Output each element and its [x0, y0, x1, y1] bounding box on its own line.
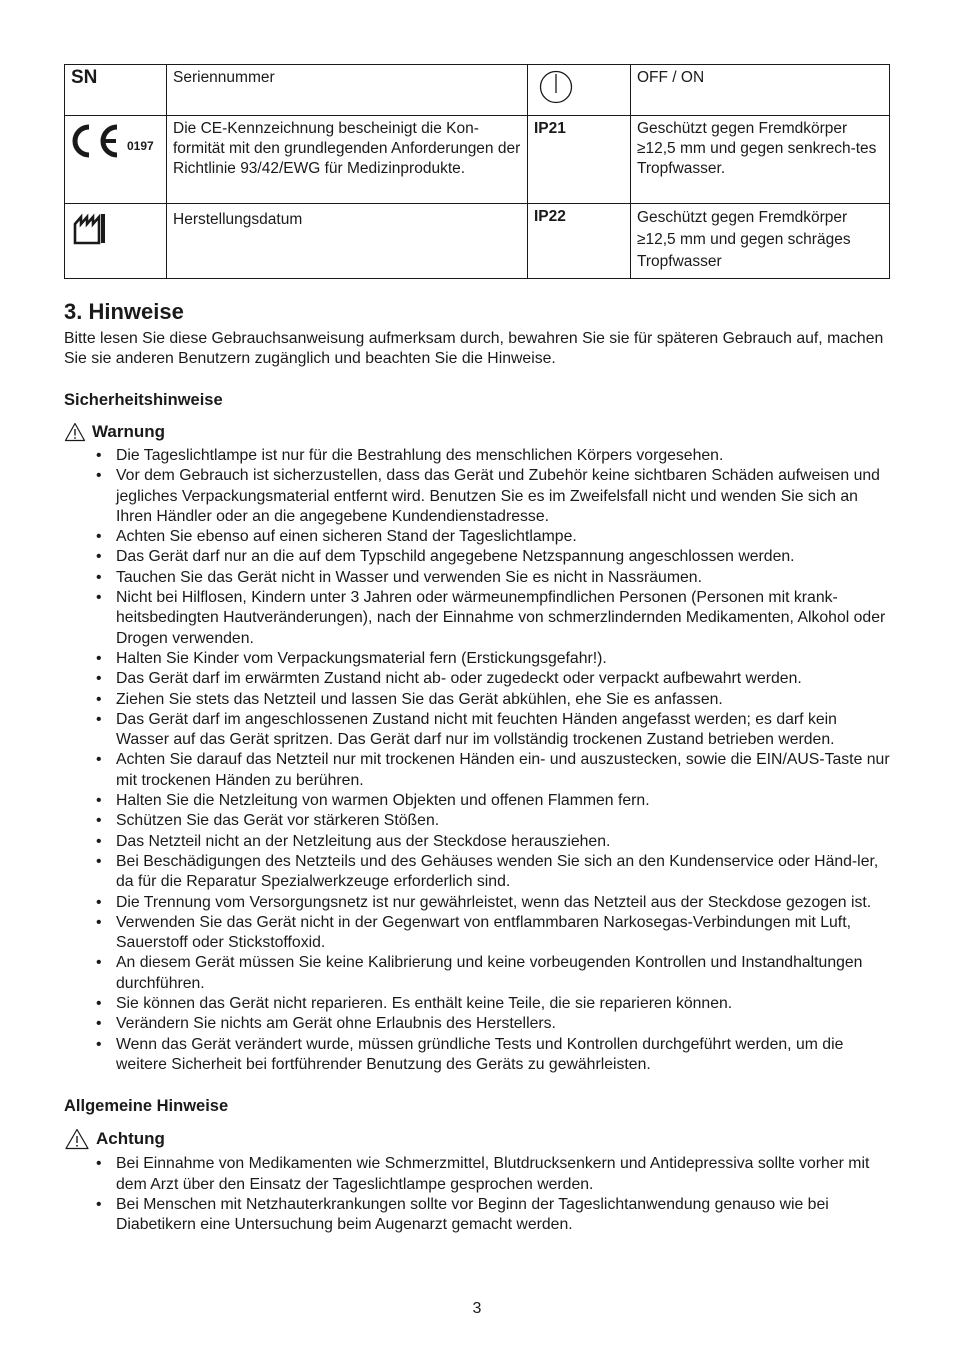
- ce-notified-body-number: 0197: [127, 139, 154, 153]
- list-item: • Das Netzteil nicht an der Netzleitung aus der Steckdose herausziehen.: [116, 832, 890, 852]
- symbol-row: [65, 116, 890, 204]
- symbol-cell: [528, 65, 631, 116]
- list-item: • Verwenden Sie das Gerät nicht in der Gegenwart von entflammbaren Narkosegas-Verbindungen mit Luft, Sauerstoff oder Stickstoffoxid.: [116, 913, 890, 954]
- list-item: • Das Gerät darf im angeschlossenen Zustand nicht mit feuchten Händen angefasst werden; es darf kein Wasser auf das Gerät spritzen. Das Gerät darf nur im vollständig trockenen Zustand betrieben werden.: [116, 710, 890, 751]
- symbol-description: OFF / ON: [631, 65, 890, 116]
- general-heading: Allgemeine Hinweise: [64, 1097, 229, 1116]
- section-intro: Bitte lesen Sie diese Gebrauchsanweisung aufmerksam durch, bewahren Sie sie für späteren Gebrauch auf, machen Sie sie anderen Benutzern zugänglich und beachten Sie die Hinweise.: [64, 330, 884, 367]
- list-item: • Nicht bei Hilflosen, Kindern unter 3 Jahren oder wärmeunempfindlichen Personen (Personen mit krank-heitsbedingten Hautveränderungen), nach der Einnahme von schmerzlindernden Medikamenten, Alkohol oder Drogen verwenden.: [116, 588, 890, 649]
- warning-header: [64, 422, 890, 442]
- list-item: • Das Gerät darf nur an die auf dem Typschild angegebene Netzspannung angeschlossen werden.: [116, 547, 890, 567]
- caution-header: [64, 1128, 890, 1150]
- symbol-description: Die CE-Kennzeichnung bescheinigt die Kon-formität mit den grundlegenden Anforderungen der Richtlinie 93/42/EWG für Medizinprodukte.: [167, 116, 528, 204]
- list-item: • Bei Beschädigungen des Netzteils und des Gehäuses wenden Sie sich an den Kundenservice oder Händ-ler, da für die Reparatur Spezialwerkzeuge erforderlich sind.: [116, 852, 890, 893]
- manufacture-date-icon: [72, 212, 108, 246]
- list-item: • Die Trennung vom Versorgungsnetz ist nur gewährleistet, wenn das Netzteil aus der Steckdose gezogen ist.: [116, 893, 890, 913]
- page-number: 3: [472, 1300, 482, 1317]
- list-item: • Wenn das Gerät verändert wurde, müssen gründliche Tests und Kontrollen durchgeführt werden, um die weitere Sicherheit bei fortführender Benutzung des Geräts zu gewährleisten.: [116, 1035, 890, 1076]
- list-item: • Ziehen Sie stets das Netzteil und lassen Sie das Gerät abkühlen, ehe Sie es anfassen.: [116, 690, 890, 710]
- warning-triangle-icon: [64, 1128, 90, 1150]
- symbol-description: Geschützt gegen Fremdkörper ≥12,5 mm und gegen senkrech-tes Tropfwasser.: [631, 116, 890, 204]
- symbol-cell: [65, 65, 167, 116]
- list-item: • Achten Sie ebenso auf einen sicheren Stand der Tageslichtlampe.: [116, 527, 890, 547]
- ce-mark-icon: [71, 123, 125, 159]
- power-on-off-icon: [538, 69, 574, 105]
- safety-heading: Sicherheitshinweise: [64, 391, 223, 409]
- symbol-row: [65, 204, 890, 279]
- list-item: • Halten Sie Kinder vom Verpackungsmaterial fern (Erstickungsgefahr!).: [116, 649, 890, 669]
- section-title: 3. Hinweise: [64, 299, 184, 324]
- list-item: • Das Gerät darf im erwärmten Zustand nicht ab- oder zugedeckt oder verpackt aufbewahrt werden.: [116, 669, 890, 689]
- ip-rating: IP21: [528, 116, 631, 204]
- list-item: • Halten Sie die Netzleitung von warmen Objekten und offenen Flammen fern.: [116, 791, 890, 811]
- document-page: [64, 64, 890, 1235]
- list-item: • Achten Sie darauf das Netzteil nur mit trockenen Händen ein- und auszustecken, sowie die EIN/AUS-Taste nur mit trockenen Händen zu berühren.: [116, 750, 890, 791]
- symbol-description: Herstellungsdatum: [167, 204, 528, 279]
- list-item: • Die Tageslichtlampe ist nur für die Bestrahlung des menschlichen Körpers vorgesehen.: [116, 446, 890, 466]
- ip-rating: IP22: [528, 204, 631, 279]
- safety-list: [64, 446, 890, 1075]
- list-item: • Tauchen Sie das Gerät nicht in Wasser und verwenden Sie es nicht in Nassräumen.: [116, 568, 890, 588]
- symbol-table: [64, 64, 890, 279]
- list-item: • Bei Menschen mit Netzhauterkrankungen sollte vor Beginn der Tageslichtanwendung genauso wie bei Diabetikern eine Untersuchung beim Augenarzt gemacht werden.: [116, 1195, 890, 1236]
- list-item: • Sie können das Gerät nicht reparieren. Es enthält keine Teile, die sie reparieren können.: [116, 994, 890, 1014]
- symbol-description: Seriennummer: [167, 65, 528, 116]
- symbol-row: [65, 65, 890, 116]
- list-item: • Schützen Sie das Gerät vor stärkeren Stößen.: [116, 811, 890, 831]
- general-list: [64, 1154, 890, 1235]
- symbol-cell: [65, 116, 167, 204]
- caution-label: Achtung: [96, 1129, 165, 1149]
- list-item: • Verändern Sie nichts am Gerät ohne Erlaubnis des Herstellers.: [116, 1014, 890, 1034]
- serial-number-symbol: SN: [71, 67, 98, 88]
- symbol-description: Geschützt gegen Fremdkörper ≥12,5 mm und gegen schräges Tropfwasser: [631, 204, 890, 279]
- warning-label: Warnung: [92, 422, 166, 441]
- warning-triangle-icon: [64, 422, 86, 442]
- symbol-cell: [65, 204, 167, 279]
- list-item: • An diesem Gerät müssen Sie keine Kalibrierung und keine vorbeugenden Kontrollen und Instandhaltungen durchführen.: [116, 953, 890, 994]
- list-item: • Vor dem Gebrauch ist sicherzustellen, dass das Gerät und Zubehör keine sichtbaren Schäden aufweisen und jegliches Verpackungsmaterial entfernt wird. Benutzen Sie es im Zweifelsfall nicht und wenden Sie sich an Ihren Händler oder an die angegebene Kundendienstadresse.: [116, 466, 890, 527]
- list-item: • Bei Einnahme von Medikamenten wie Schmerzmittel, Blutdrucksenkern und Antidepressiva sollte vorher mit dem Arzt über den Einsatz der Tageslichtlampe gesprochen werden.: [116, 1154, 890, 1195]
